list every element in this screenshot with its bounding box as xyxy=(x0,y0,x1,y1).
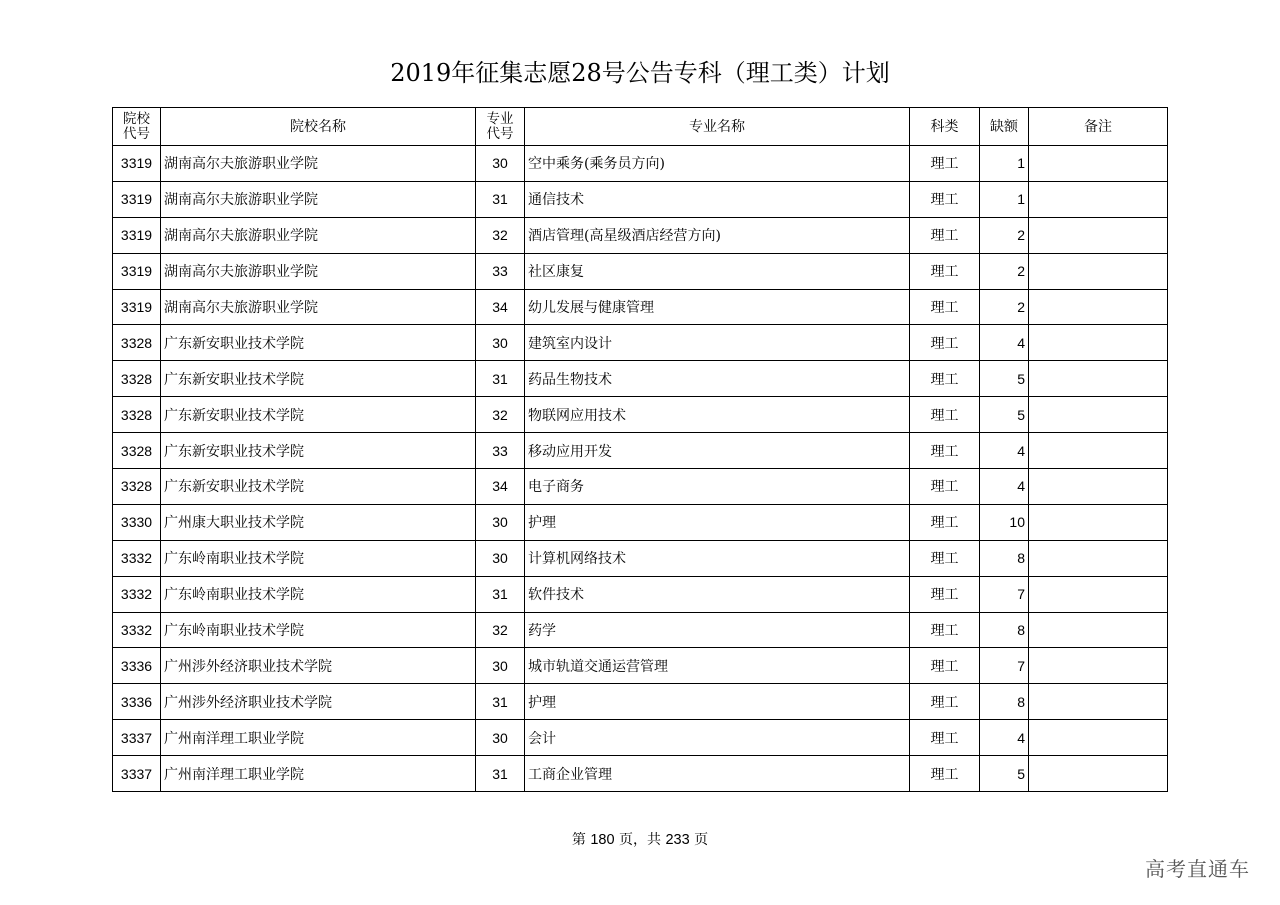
cell-school-name: 广东岭南职业技术学院 xyxy=(161,540,476,576)
cell-category: 理工 xyxy=(910,433,980,469)
cell-remarks xyxy=(1029,576,1168,612)
cell-major-name: 电子商务 xyxy=(525,469,910,505)
header-school-name: 院校名称 xyxy=(161,108,476,146)
table-row xyxy=(113,253,1168,289)
cell-school-name: 广东新安职业技术学院 xyxy=(161,361,476,397)
table-row xyxy=(113,540,1168,576)
cell-major-name: 护理 xyxy=(525,684,910,720)
cell-major-name: 通信技术 xyxy=(525,181,910,217)
cell-major-code: 32 xyxy=(476,217,525,253)
enrollment-plan-table xyxy=(112,107,1168,792)
footer-page-number: 180 xyxy=(590,832,615,848)
table-row xyxy=(113,469,1168,505)
cell-school-code: 3319 xyxy=(113,217,161,253)
cell-major-name: 社区康复 xyxy=(525,253,910,289)
cell-quota: 7 xyxy=(980,576,1029,612)
cell-category: 理工 xyxy=(910,576,980,612)
cell-category: 理工 xyxy=(910,253,980,289)
cell-major-code: 31 xyxy=(476,684,525,720)
cell-major-code: 34 xyxy=(476,289,525,325)
cell-quota: 1 xyxy=(980,146,1029,182)
cell-school-code: 3330 xyxy=(113,504,161,540)
cell-remarks xyxy=(1029,361,1168,397)
header-major-code xyxy=(476,108,525,146)
cell-remarks xyxy=(1029,433,1168,469)
table-row xyxy=(113,146,1168,182)
cell-school-name: 广州涉外经济职业技术学院 xyxy=(161,684,476,720)
cell-quota: 2 xyxy=(980,289,1029,325)
cell-major-name: 软件技术 xyxy=(525,576,910,612)
cell-major-code: 31 xyxy=(476,181,525,217)
cell-school-name: 湖南高尔夫旅游职业学院 xyxy=(161,146,476,182)
cell-remarks xyxy=(1029,289,1168,325)
header-school-code-line1: 院校 xyxy=(123,110,150,127)
cell-remarks xyxy=(1029,648,1168,684)
header-quota: 缺额 xyxy=(980,108,1029,146)
cell-major-code: 34 xyxy=(476,469,525,505)
cell-major-name: 移动应用开发 xyxy=(525,433,910,469)
cell-quota: 5 xyxy=(980,361,1029,397)
cell-category: 理工 xyxy=(910,648,980,684)
cell-quota: 4 xyxy=(980,720,1029,756)
cell-remarks xyxy=(1029,540,1168,576)
cell-category: 理工 xyxy=(910,684,980,720)
cell-quota: 4 xyxy=(980,325,1029,361)
footer-prefix: 第 xyxy=(571,832,591,848)
cell-major-code: 30 xyxy=(476,720,525,756)
cell-school-code: 3328 xyxy=(113,361,161,397)
cell-school-code: 3328 xyxy=(113,469,161,505)
cell-major-code: 30 xyxy=(476,146,525,182)
cell-school-name: 广州南洋理工职业学院 xyxy=(161,720,476,756)
cell-major-name: 建筑室内设计 xyxy=(525,325,910,361)
cell-school-name: 广州涉外经济职业技术学院 xyxy=(161,648,476,684)
table-row xyxy=(113,504,1168,540)
cell-quota: 5 xyxy=(980,756,1029,792)
cell-category: 理工 xyxy=(910,720,980,756)
cell-major-code: 32 xyxy=(476,397,525,433)
cell-remarks xyxy=(1029,217,1168,253)
cell-quota: 8 xyxy=(980,612,1029,648)
cell-major-name: 物联网应用技术 xyxy=(525,397,910,433)
cell-remarks xyxy=(1029,146,1168,182)
page-title: 2019年征集志愿28号公告专科（理工类）计划 xyxy=(390,59,890,87)
cell-school-code: 3328 xyxy=(113,325,161,361)
cell-school-name: 湖南高尔夫旅游职业学院 xyxy=(161,181,476,217)
cell-quota: 2 xyxy=(980,253,1029,289)
cell-category: 理工 xyxy=(910,361,980,397)
cell-major-name: 城市轨道交通运营管理 xyxy=(525,648,910,684)
cell-quota: 5 xyxy=(980,397,1029,433)
table-row xyxy=(113,720,1168,756)
table-row xyxy=(113,361,1168,397)
table-header-row xyxy=(113,108,1168,146)
cell-school-name: 湖南高尔夫旅游职业学院 xyxy=(161,217,476,253)
cell-major-name: 会计 xyxy=(525,720,910,756)
cell-quota: 10 xyxy=(980,504,1029,540)
cell-school-code: 3336 xyxy=(113,648,161,684)
cell-remarks xyxy=(1029,756,1168,792)
cell-major-name: 药品生物技术 xyxy=(525,361,910,397)
cell-major-name: 幼儿发展与健康管理 xyxy=(525,289,910,325)
header-school-code-line2: 代号 xyxy=(123,125,150,142)
cell-quota: 8 xyxy=(980,540,1029,576)
cell-school-name: 湖南高尔夫旅游职业学院 xyxy=(161,289,476,325)
cell-category: 理工 xyxy=(910,504,980,540)
cell-school-name: 广东新安职业技术学院 xyxy=(161,325,476,361)
table-row xyxy=(113,397,1168,433)
cell-school-name: 广州南洋理工职业学院 xyxy=(161,756,476,792)
table-row xyxy=(113,756,1168,792)
cell-category: 理工 xyxy=(910,397,980,433)
cell-school-code: 3336 xyxy=(113,684,161,720)
cell-major-name: 护理 xyxy=(525,504,910,540)
cell-remarks xyxy=(1029,397,1168,433)
cell-major-name: 药学 xyxy=(525,612,910,648)
cell-quota: 8 xyxy=(980,684,1029,720)
cell-major-code: 30 xyxy=(476,648,525,684)
cell-category: 理工 xyxy=(910,217,980,253)
cell-major-code: 31 xyxy=(476,361,525,397)
cell-category: 理工 xyxy=(910,325,980,361)
header-category: 科类 xyxy=(910,108,980,146)
cell-remarks xyxy=(1029,612,1168,648)
cell-remarks xyxy=(1029,684,1168,720)
table-row xyxy=(113,181,1168,217)
cell-major-code: 32 xyxy=(476,612,525,648)
cell-quota: 7 xyxy=(980,648,1029,684)
header-major-code-line1: 专业 xyxy=(486,110,514,127)
cell-quota: 1 xyxy=(980,181,1029,217)
cell-quota: 4 xyxy=(980,433,1029,469)
header-major-code-line2: 代号 xyxy=(486,125,514,142)
cell-school-code: 3332 xyxy=(113,612,161,648)
cell-school-name: 广东新安职业技术学院 xyxy=(161,397,476,433)
cell-major-code: 30 xyxy=(476,540,525,576)
table-body xyxy=(113,146,1168,792)
page-footer xyxy=(0,829,1280,849)
header-major-name: 专业名称 xyxy=(525,108,910,146)
cell-school-name: 广东新安职业技术学院 xyxy=(161,469,476,505)
header-remarks: 备注 xyxy=(1029,108,1168,146)
cell-category: 理工 xyxy=(910,146,980,182)
cell-major-name: 酒店管理(高星级酒店经营方向) xyxy=(525,217,910,253)
watermark-text: 高考直通车 xyxy=(1145,857,1250,881)
cell-category: 理工 xyxy=(910,612,980,648)
cell-school-name: 湖南高尔夫旅游职业学院 xyxy=(161,253,476,289)
cell-category: 理工 xyxy=(910,469,980,505)
cell-major-code: 30 xyxy=(476,325,525,361)
cell-school-code: 3337 xyxy=(113,756,161,792)
cell-school-code: 3332 xyxy=(113,540,161,576)
cell-school-code: 3319 xyxy=(113,253,161,289)
table-row xyxy=(113,325,1168,361)
cell-school-code: 3319 xyxy=(113,146,161,182)
cell-school-code: 3319 xyxy=(113,289,161,325)
cell-remarks xyxy=(1029,720,1168,756)
table-row xyxy=(113,612,1168,648)
table-row xyxy=(113,433,1168,469)
cell-category: 理工 xyxy=(910,289,980,325)
cell-school-code: 3337 xyxy=(113,720,161,756)
footer-suffix: 页 xyxy=(689,832,709,848)
cell-major-code: 30 xyxy=(476,504,525,540)
cell-school-code: 3332 xyxy=(113,576,161,612)
cell-category: 理工 xyxy=(910,756,980,792)
cell-major-code: 31 xyxy=(476,756,525,792)
cell-school-name: 广东岭南职业技术学院 xyxy=(161,576,476,612)
cell-major-code: 31 xyxy=(476,576,525,612)
cell-school-name: 广东新安职业技术学院 xyxy=(161,433,476,469)
header-school-code xyxy=(113,108,161,146)
cell-quota: 2 xyxy=(980,217,1029,253)
cell-major-name: 计算机网络技术 xyxy=(525,540,910,576)
table-row xyxy=(113,217,1168,253)
table-row xyxy=(113,648,1168,684)
footer-middle: 页，共 xyxy=(614,832,666,848)
cell-major-code: 33 xyxy=(476,253,525,289)
table-row xyxy=(113,684,1168,720)
cell-school-code: 3328 xyxy=(113,397,161,433)
cell-major-name: 空中乘务(乘务员方向) xyxy=(525,146,910,182)
cell-school-name: 广州康大职业技术学院 xyxy=(161,504,476,540)
cell-quota: 4 xyxy=(980,469,1029,505)
cell-remarks xyxy=(1029,504,1168,540)
cell-remarks xyxy=(1029,253,1168,289)
cell-category: 理工 xyxy=(910,181,980,217)
cell-remarks xyxy=(1029,181,1168,217)
cell-school-code: 3328 xyxy=(113,433,161,469)
cell-category: 理工 xyxy=(910,540,980,576)
footer-total-pages: 233 xyxy=(665,832,690,848)
table-row xyxy=(113,289,1168,325)
cell-remarks xyxy=(1029,325,1168,361)
cell-major-name: 工商企业管理 xyxy=(525,756,910,792)
table-row xyxy=(113,576,1168,612)
cell-school-code: 3319 xyxy=(113,181,161,217)
cell-major-code: 33 xyxy=(476,433,525,469)
cell-remarks xyxy=(1029,469,1168,505)
cell-school-name: 广东岭南职业技术学院 xyxy=(161,612,476,648)
